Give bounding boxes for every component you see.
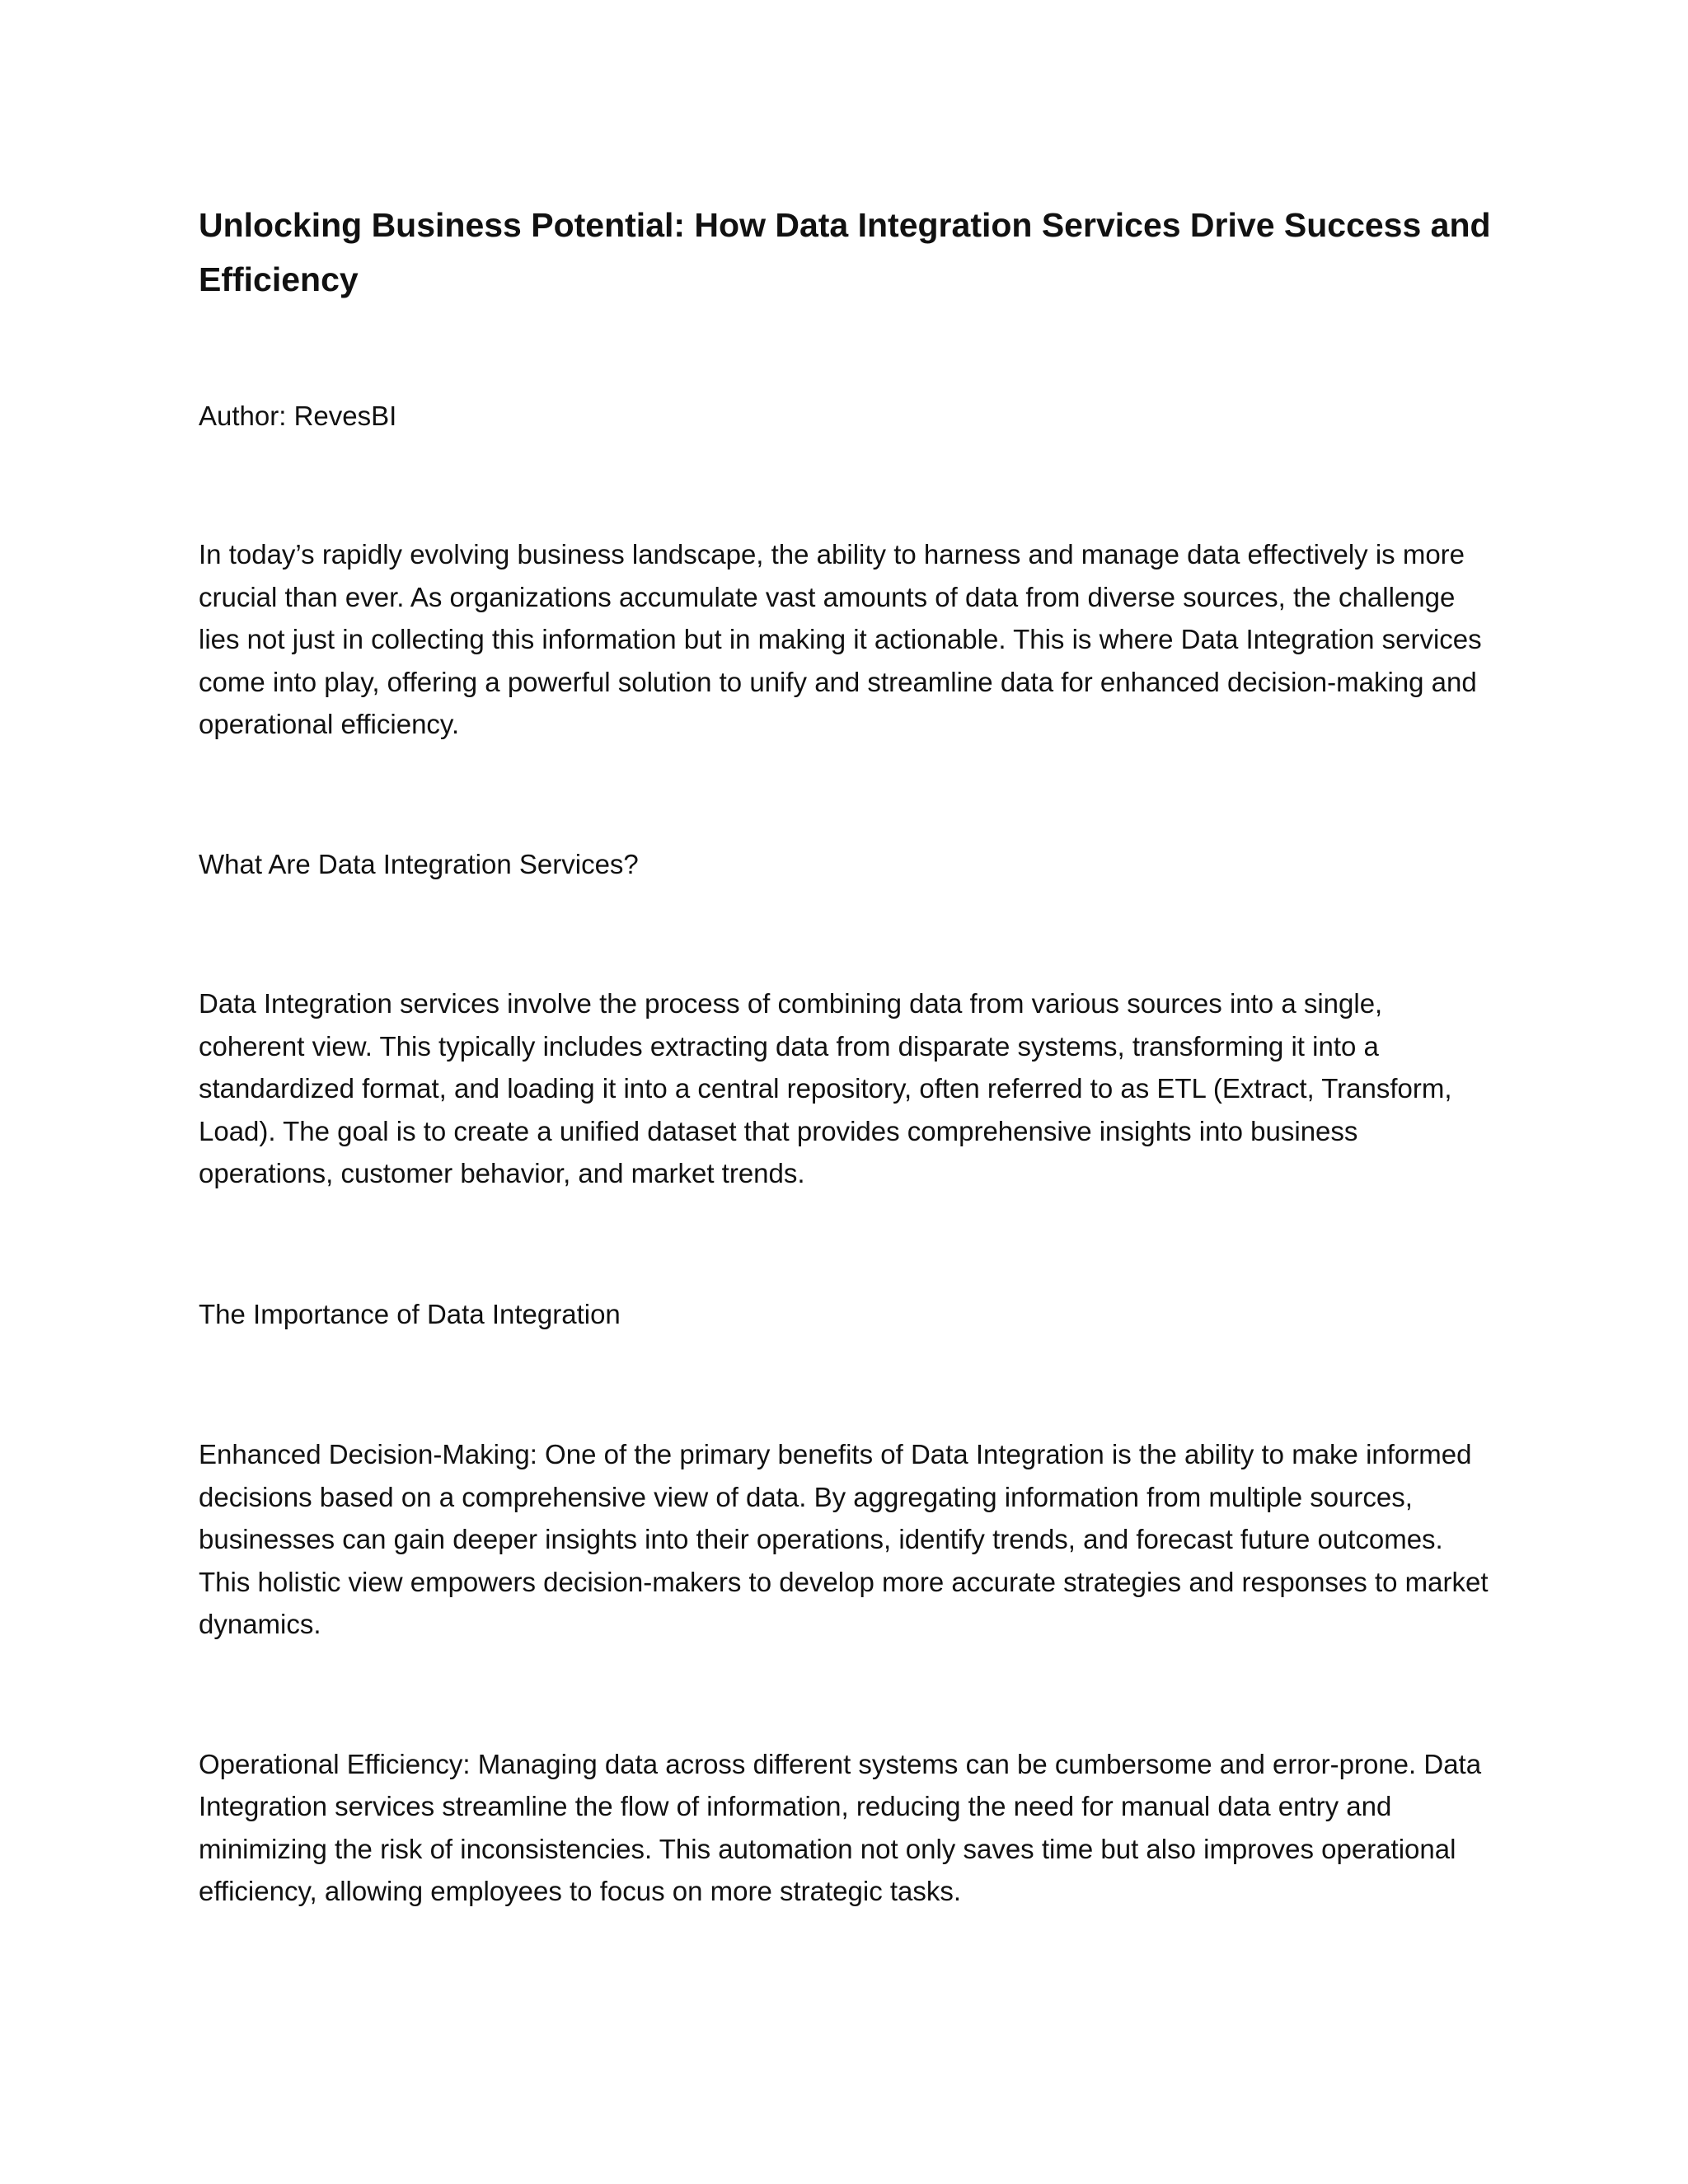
- operational-efficiency-paragraph: Operational Efficiency: Managing data across different systems can be cumbersome and error-prone. Data Integration services streamline the flow of information, reducing the need for manual data entry and minimizing the risk of inconsistencies. This automation not only saves time but also improves operational efficiency, allowing employees to focus on more strategic tasks.: [199, 1748, 1482, 1906]
- intro-paragraph: In today’s rapidly evolving business landscape, the ability to harness and manage data effectively is more crucial than ever. As organizations accumulate vast amounts of data from diverse sources, the challenge lies not just in collecting this information but in making it actionable. This is where Data Integration services come into play, offering a powerful solution to unify and streamline data for enhanced decision-making and operational efficiency.: [199, 539, 1482, 739]
- section-heading-importance: The Importance of Data Integration: [199, 1298, 621, 1329]
- what-are-data-integration-services-paragraph: Data Integration services involve the process of combining data from various sources into a single, coherent view. This typically includes extracting data from disparate systems, transforming it into a standardized format, and loading it into a central repository, often referred to as ETL (Extract, Transform, Load). The goal is to create a unified dataset that provides comprehensive insights into business operations, customer behavior, and market trends.: [199, 988, 1452, 1188]
- section-heading-what-are-data-integration-services: What Are Data Integration Services?: [199, 848, 639, 879]
- enhanced-decision-making-paragraph: Enhanced Decision-Making: One of the primary benefits of Data Integration is the ability to make informed decisions based on a comprehensive view of data. By aggregating information from multiple sources, businesses can gain deeper insights into their operations, identify trends, and forecast future outcomes. This holistic view empowers decision-makers to develop more accurate strategies and responses to market dynamics.: [199, 1439, 1489, 1639]
- document-content: [199, 198, 1493, 1913]
- document-title: Unlocking Business Potential: How Data Integration Services Drive Success and Efficiency: [199, 206, 1491, 298]
- author-line: Author: RevesBI: [199, 401, 397, 431]
